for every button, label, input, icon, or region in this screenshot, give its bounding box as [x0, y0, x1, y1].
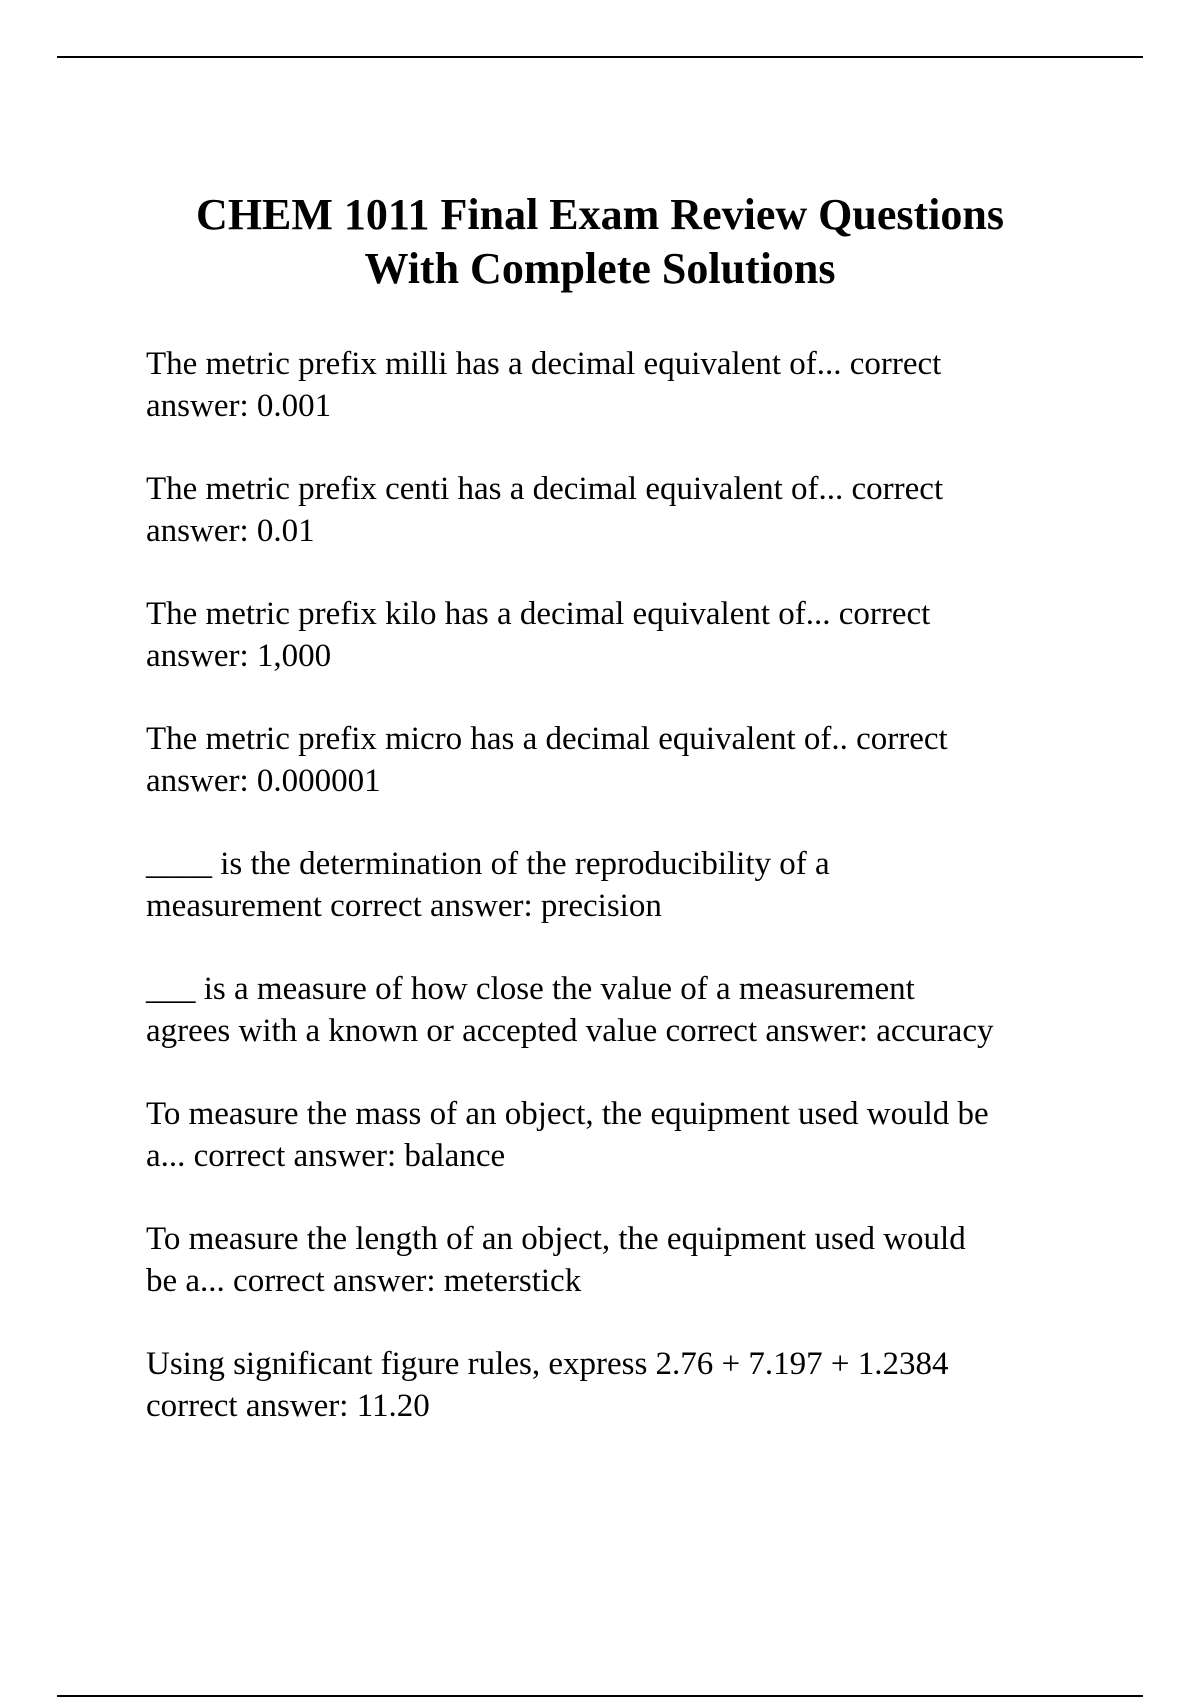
question-text: The metric prefix micro has a decimal equivalent of.. correct — [146, 721, 948, 757]
qa-item-milli — [146, 343, 1106, 426]
qa-item-sig-figs — [146, 1343, 1106, 1426]
title-line-2: With Complete Solutions — [364, 244, 836, 293]
answer-text: a... correct answer: balance — [146, 1138, 506, 1174]
title-line-1: CHEM 1011 Final Exam Review Questions — [196, 190, 1004, 239]
question-text: To measure the mass of an object, the equipment used would be — [146, 1096, 989, 1132]
qa-item-micro — [146, 718, 1106, 801]
bottom-divider — [57, 1695, 1143, 1697]
question-text: To measure the length of an object, the equipment used would — [146, 1221, 966, 1257]
answer-text: correct answer: 11.20 — [146, 1388, 430, 1424]
question-text: Using significant figure rules, express 2.76 + 7.197 + 1.2384 — [146, 1346, 949, 1382]
question-text: ____ is the determination of the reproducibility of a — [146, 846, 830, 882]
answer-text: answer: 1,000 — [146, 638, 332, 674]
qa-item-meterstick — [146, 1218, 1106, 1301]
answer-text: agrees with a known or accepted value correct answer: accuracy — [146, 1013, 994, 1049]
qa-item-centi — [146, 468, 1106, 551]
top-divider — [57, 56, 1143, 58]
document-title — [0, 188, 1200, 296]
question-text: ___ is a measure of how close the value of a measurement — [146, 971, 915, 1007]
question-answer-list — [146, 343, 1106, 1468]
answer-text: answer: 0.000001 — [146, 763, 381, 799]
answer-text: answer: 0.001 — [146, 388, 332, 424]
question-text: The metric prefix milli has a decimal equivalent of... correct — [146, 346, 942, 382]
answer-text: be a... correct answer: meterstick — [146, 1263, 582, 1299]
answer-text: measurement correct answer: precision — [146, 888, 662, 924]
qa-item-kilo — [146, 593, 1106, 676]
question-text: The metric prefix centi has a decimal equivalent of... correct — [146, 471, 944, 507]
question-text: The metric prefix kilo has a decimal equivalent of... correct — [146, 596, 931, 632]
answer-text: answer: 0.01 — [146, 513, 315, 549]
qa-item-balance — [146, 1093, 1106, 1176]
qa-item-precision — [146, 843, 1106, 926]
qa-item-accuracy — [146, 968, 1106, 1051]
